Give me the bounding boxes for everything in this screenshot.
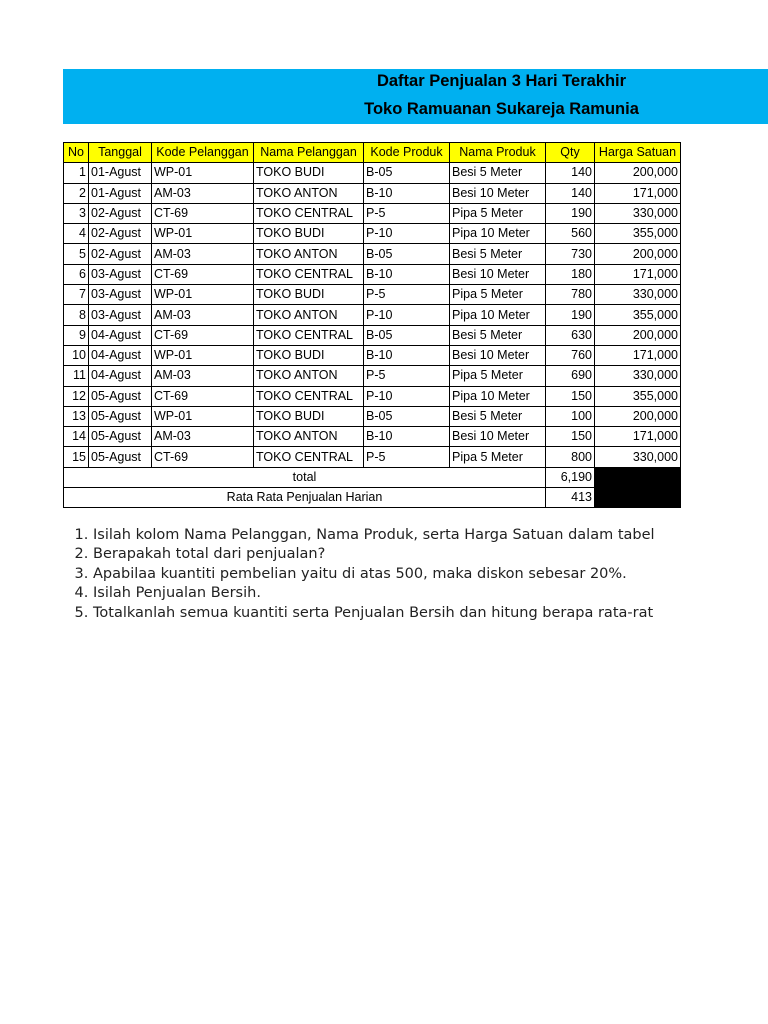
header-no[interactable]: No	[64, 143, 89, 163]
cell-kode-produk[interactable]: P-10	[364, 305, 450, 325]
cell-no[interactable]: 15	[64, 447, 89, 467]
cell-qty[interactable]: 690	[546, 366, 595, 386]
cell-nama-pelanggan[interactable]: TOKO BUDI	[254, 285, 364, 305]
header-nama-produk[interactable]: Nama Produk	[450, 143, 546, 163]
table-row	[64, 305, 681, 325]
task-item: 4. Isilah Penjualan Bersih.	[93, 584, 768, 603]
cell-no[interactable]: 8	[64, 305, 89, 325]
cell-harga-satuan[interactable]: 330,000	[595, 366, 681, 386]
cell-tanggal[interactable]: 05-Agust	[89, 386, 152, 406]
cell-no[interactable]: 2	[64, 183, 89, 203]
cell-tanggal[interactable]: 02-Agust	[89, 224, 152, 244]
cell-tanggal[interactable]: 05-Agust	[89, 447, 152, 467]
sheet-subtitle: Toko Ramuanan Sukareja Ramunia	[364, 100, 639, 118]
cell-nama-pelanggan[interactable]: TOKO BUDI	[254, 224, 364, 244]
cell-nama-produk[interactable]: Besi 5 Meter	[450, 163, 546, 183]
cell-kode-produk[interactable]: P-10	[364, 386, 450, 406]
cell-kode-pelanggan[interactable]: WP-01	[152, 224, 254, 244]
cell-nama-produk[interactable]: Besi 10 Meter	[450, 183, 546, 203]
table-row	[64, 183, 681, 203]
cell-harga-satuan[interactable]: 171,000	[595, 183, 681, 203]
cell-qty[interactable]: 630	[546, 325, 595, 345]
cell-kode-pelanggan[interactable]: WP-01	[152, 285, 254, 305]
cell-tanggal[interactable]: 05-Agust	[89, 406, 152, 426]
cell-kode-pelanggan[interactable]: CT-69	[152, 325, 254, 345]
table-row	[64, 285, 681, 305]
cell-tanggal[interactable]: 04-Agust	[89, 345, 152, 365]
header-kode-pelanggan[interactable]: Kode Pelanggan	[152, 143, 254, 163]
cell-nama-pelanggan[interactable]: TOKO CENTRAL	[254, 203, 364, 223]
cell-nama-produk[interactable]: Besi 5 Meter	[450, 325, 546, 345]
cell-harga-satuan[interactable]: 355,000	[595, 224, 681, 244]
cell-harga-satuan[interactable]: 330,000	[595, 447, 681, 467]
cell-nama-produk[interactable]: Besi 10 Meter	[450, 345, 546, 365]
task-item: 3. Apabilaa kuantiti pembelian yaitu di atas 500, maka diskon sebesar 20%.	[93, 565, 768, 584]
cell-harga-satuan[interactable]: 171,000	[595, 427, 681, 447]
cell-harga-satuan[interactable]: 200,000	[595, 325, 681, 345]
cell-tanggal[interactable]: 02-Agust	[89, 244, 152, 264]
cell-kode-pelanggan[interactable]: AM-03	[152, 366, 254, 386]
cell-kode-produk[interactable]: B-05	[364, 244, 450, 264]
cell-kode-produk[interactable]: P-5	[364, 285, 450, 305]
cell-nama-produk[interactable]: Pipa 10 Meter	[450, 224, 546, 244]
cell-nama-pelanggan[interactable]: TOKO ANTON	[254, 366, 364, 386]
cell-no[interactable]: 3	[64, 203, 89, 223]
cell-nama-produk[interactable]: Pipa 5 Meter	[450, 366, 546, 386]
cell-kode-pelanggan[interactable]: WP-01	[152, 406, 254, 426]
cell-nama-produk[interactable]: Pipa 5 Meter	[450, 203, 546, 223]
cell-harga-satuan[interactable]: 330,000	[595, 203, 681, 223]
cell-harga-satuan[interactable]: 355,000	[595, 305, 681, 325]
cell-kode-pelanggan[interactable]: WP-01	[152, 345, 254, 365]
cell-no[interactable]: 5	[64, 244, 89, 264]
cell-nama-produk[interactable]: Besi 10 Meter	[450, 427, 546, 447]
cell-no[interactable]: 6	[64, 264, 89, 284]
total-row	[64, 467, 681, 487]
cell-nama-produk[interactable]: Besi 5 Meter	[450, 244, 546, 264]
table-row	[64, 427, 681, 447]
cell-tanggal[interactable]: 01-Agust	[89, 163, 152, 183]
table-row	[64, 203, 681, 223]
cell-harga-satuan[interactable]: 200,000	[595, 244, 681, 264]
cell-kode-produk[interactable]: B-10	[364, 345, 450, 365]
task-item: 1. Isilah kolom Nama Pelanggan, Nama Produk, serta Harga Satuan dalam tabel	[93, 526, 768, 545]
cell-qty[interactable]: 190	[546, 305, 595, 325]
cell-kode-produk[interactable]: B-10	[364, 427, 450, 447]
header-kode-produk[interactable]: Kode Produk	[364, 143, 450, 163]
average-label: Rata Rata Penjualan Harian	[64, 488, 546, 508]
cell-kode-produk[interactable]: B-05	[364, 163, 450, 183]
cell-no[interactable]: 10	[64, 345, 89, 365]
cell-nama-produk[interactable]: Pipa 5 Meter	[450, 447, 546, 467]
title-banner	[63, 69, 768, 124]
cell-tanggal[interactable]: 04-Agust	[89, 366, 152, 386]
cell-harga-satuan[interactable]: 171,000	[595, 345, 681, 365]
cell-no[interactable]: 4	[64, 224, 89, 244]
header-tanggal[interactable]: Tanggal	[89, 143, 152, 163]
cell-nama-pelanggan[interactable]: TOKO CENTRAL	[254, 447, 364, 467]
task-list	[0, 526, 768, 623]
cell-qty[interactable]: 730	[546, 244, 595, 264]
cell-kode-produk[interactable]: B-05	[364, 325, 450, 345]
cell-qty[interactable]: 140	[546, 183, 595, 203]
cell-nama-pelanggan[interactable]: TOKO CENTRAL	[254, 325, 364, 345]
cell-nama-pelanggan[interactable]: TOKO BUDI	[254, 406, 364, 426]
header-qty[interactable]: Qty	[546, 143, 595, 163]
average-qty-cell[interactable]: 413	[546, 488, 595, 508]
cell-nama-produk[interactable]: Besi 10 Meter	[450, 264, 546, 284]
cell-no[interactable]: 7	[64, 285, 89, 305]
cell-kode-pelanggan[interactable]: AM-03	[152, 305, 254, 325]
cell-harga-satuan[interactable]: 200,000	[595, 163, 681, 183]
cell-kode-produk[interactable]: P-5	[364, 366, 450, 386]
table-row	[64, 345, 681, 365]
cell-qty[interactable]: 150	[546, 427, 595, 447]
cell-kode-pelanggan[interactable]: CT-69	[152, 264, 254, 284]
cell-harga-satuan[interactable]: 171,000	[595, 264, 681, 284]
table-row	[64, 386, 681, 406]
cell-no[interactable]: 12	[64, 386, 89, 406]
cell-tanggal[interactable]: 02-Agust	[89, 203, 152, 223]
table-header-row	[64, 143, 681, 163]
cell-tanggal[interactable]: 03-Agust	[89, 285, 152, 305]
cell-kode-pelanggan[interactable]: CT-69	[152, 386, 254, 406]
cell-kode-produk[interactable]: B-10	[364, 183, 450, 203]
cell-qty[interactable]: 180	[546, 264, 595, 284]
task-item: 5. Totalkanlah semua kuantiti serta Penjualan Bersih dan hitung berapa rata-rat	[93, 604, 768, 623]
cell-tanggal[interactable]: 03-Agust	[89, 264, 152, 284]
cell-qty[interactable]: 560	[546, 224, 595, 244]
cell-nama-pelanggan[interactable]: TOKO BUDI	[254, 345, 364, 365]
table-row	[64, 447, 681, 467]
table-row	[64, 325, 681, 345]
table-row	[64, 224, 681, 244]
cell-nama-pelanggan[interactable]: TOKO ANTON	[254, 305, 364, 325]
cell-harga-satuan[interactable]: 330,000	[595, 285, 681, 305]
cell-no[interactable]: 9	[64, 325, 89, 345]
cell-nama-pelanggan[interactable]: TOKO BUDI	[254, 163, 364, 183]
cell-qty[interactable]: 780	[546, 285, 595, 305]
cell-harga-satuan[interactable]: 355,000	[595, 386, 681, 406]
cell-kode-produk[interactable]: P-5	[364, 447, 450, 467]
cell-tanggal[interactable]: 05-Agust	[89, 427, 152, 447]
header-harga-satuan[interactable]: Harga Satuan	[595, 143, 681, 163]
cell-tanggal[interactable]: 01-Agust	[89, 183, 152, 203]
cell-qty[interactable]: 100	[546, 406, 595, 426]
table-row	[64, 406, 681, 426]
total-blank-cell[interactable]	[595, 467, 681, 487]
sales-table	[63, 142, 681, 508]
cell-kode-pelanggan[interactable]: AM-03	[152, 427, 254, 447]
cell-kode-pelanggan[interactable]: AM-03	[152, 183, 254, 203]
cell-kode-pelanggan[interactable]: CT-69	[152, 447, 254, 467]
cell-nama-pelanggan[interactable]: TOKO ANTON	[254, 427, 364, 447]
cell-qty[interactable]: 760	[546, 345, 595, 365]
table-row	[64, 264, 681, 284]
cell-nama-pelanggan[interactable]: TOKO ANTON	[254, 244, 364, 264]
cell-kode-produk[interactable]: B-05	[364, 406, 450, 426]
cell-nama-produk[interactable]: Pipa 5 Meter	[450, 285, 546, 305]
cell-nama-pelanggan[interactable]: TOKO CENTRAL	[254, 264, 364, 284]
cell-no[interactable]: 13	[64, 406, 89, 426]
table-row	[64, 366, 681, 386]
cell-tanggal[interactable]: 03-Agust	[89, 305, 152, 325]
total-label: total	[64, 467, 546, 487]
cell-nama-pelanggan[interactable]: TOKO CENTRAL	[254, 386, 364, 406]
cell-no[interactable]: 14	[64, 427, 89, 447]
average-blank-cell[interactable]	[595, 488, 681, 508]
average-row	[64, 488, 681, 508]
cell-nama-produk[interactable]: Pipa 10 Meter	[450, 386, 546, 406]
cell-nama-produk[interactable]: Besi 5 Meter	[450, 406, 546, 426]
cell-kode-pelanggan[interactable]: AM-03	[152, 244, 254, 264]
cell-no[interactable]: 11	[64, 366, 89, 386]
cell-kode-produk[interactable]: P-5	[364, 203, 450, 223]
cell-tanggal[interactable]: 04-Agust	[89, 325, 152, 345]
sheet-title: Daftar Penjualan 3 Hari Terakhir	[376, 72, 627, 90]
table-row	[64, 244, 681, 264]
cell-kode-produk[interactable]: B-10	[364, 264, 450, 284]
cell-harga-satuan[interactable]: 200,000	[595, 406, 681, 426]
cell-nama-pelanggan[interactable]: TOKO ANTON	[254, 183, 364, 203]
total-qty-cell[interactable]: 6,190	[546, 467, 595, 487]
cell-no[interactable]: 1	[64, 163, 89, 183]
cell-qty[interactable]: 150	[546, 386, 595, 406]
cell-kode-pelanggan[interactable]: WP-01	[152, 163, 254, 183]
header-nama-pelanggan[interactable]: Nama Pelanggan	[254, 143, 364, 163]
cell-qty[interactable]: 800	[546, 447, 595, 467]
task-item: 2. Berapakah total dari penjualan?	[93, 545, 768, 564]
table-row	[64, 163, 681, 183]
cell-qty[interactable]: 190	[546, 203, 595, 223]
cell-qty[interactable]: 140	[546, 163, 595, 183]
cell-kode-produk[interactable]: P-10	[364, 224, 450, 244]
cell-nama-produk[interactable]: Pipa 10 Meter	[450, 305, 546, 325]
cell-kode-pelanggan[interactable]: CT-69	[152, 203, 254, 223]
